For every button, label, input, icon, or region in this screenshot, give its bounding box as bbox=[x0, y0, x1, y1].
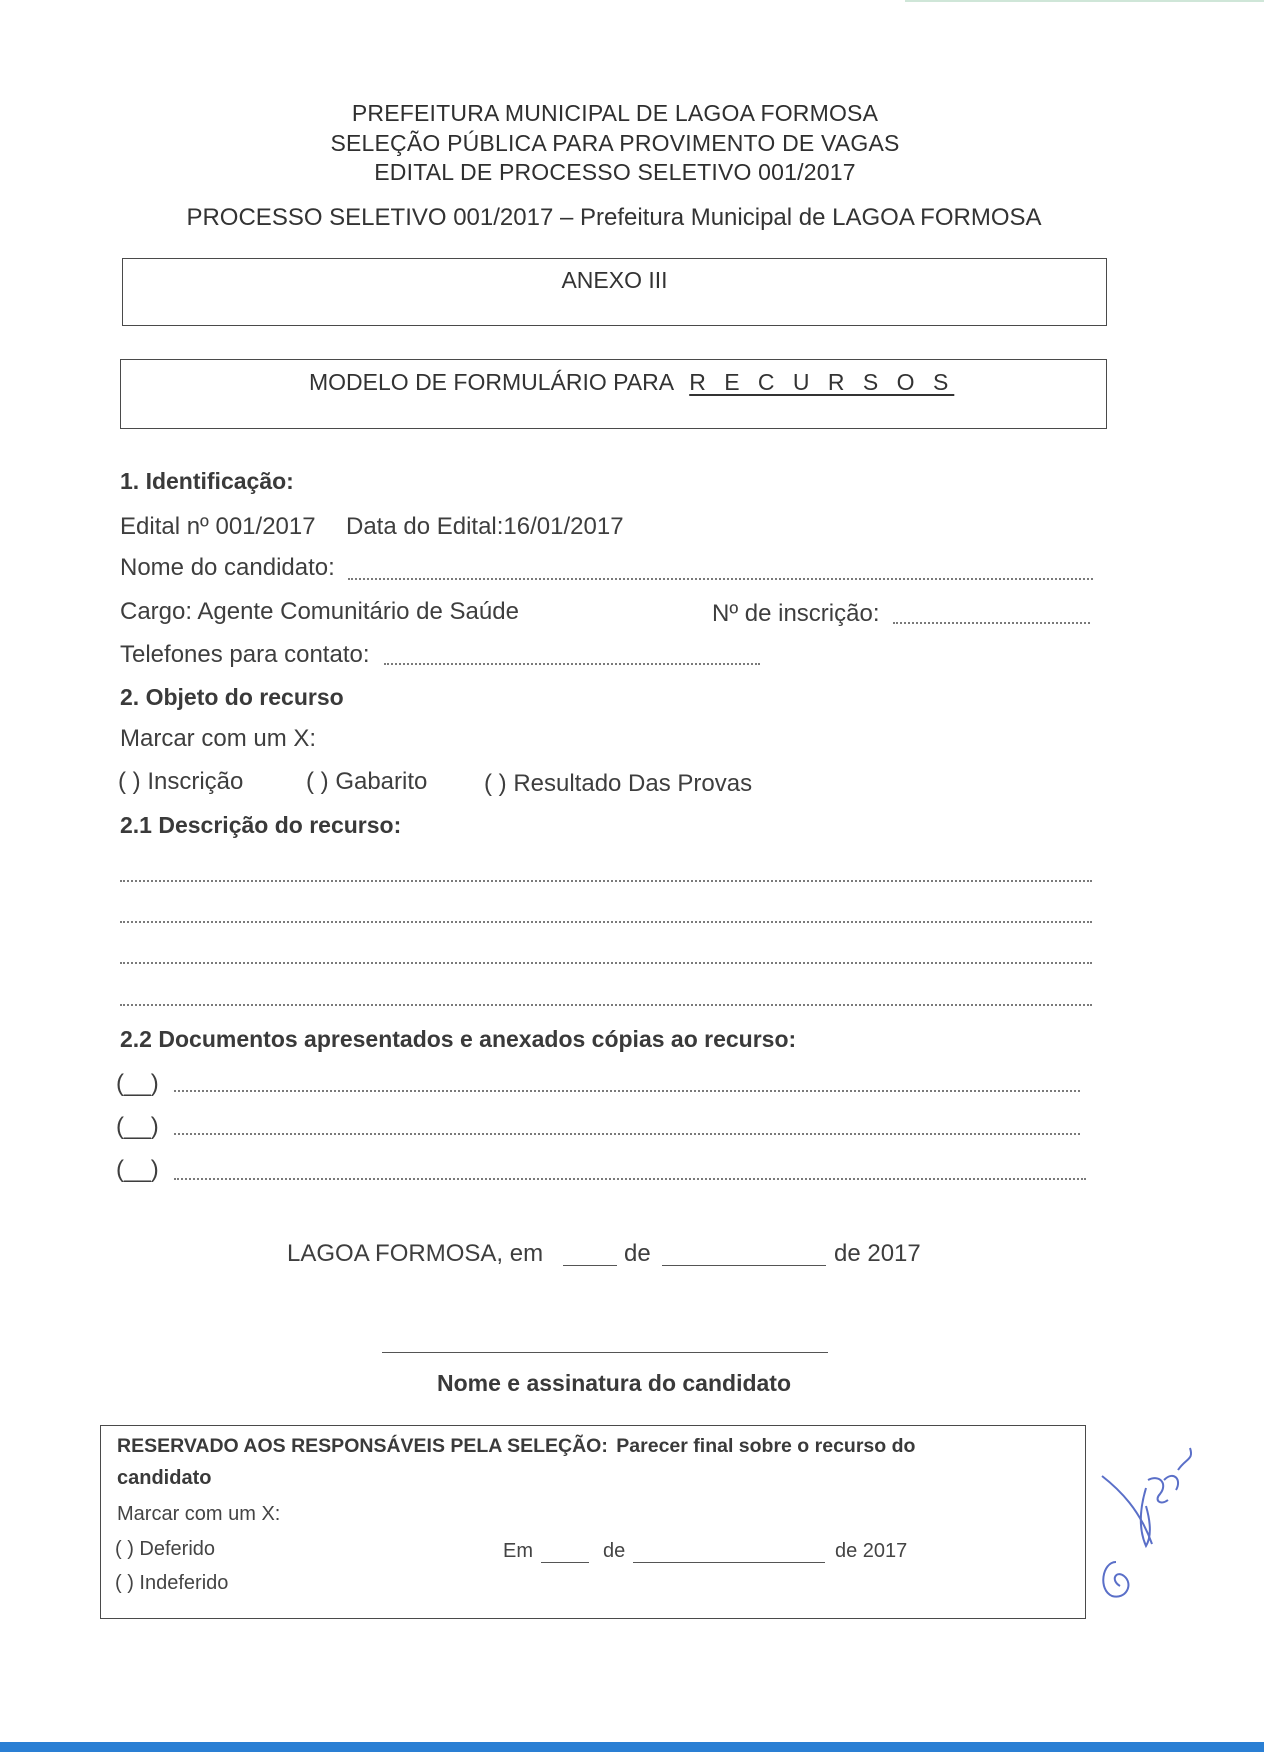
handwritten-initials-icon bbox=[1090, 1440, 1200, 1620]
reserved-box bbox=[100, 1425, 1086, 1619]
signature-label: Nome e assinatura do candidato bbox=[436, 1370, 792, 1396]
reserved-de: de bbox=[603, 1540, 626, 1562]
edital-date: Data do Edital:16/01/2017 bbox=[346, 513, 624, 540]
option-gabarito[interactable]: ( ) Gabarito bbox=[306, 768, 428, 795]
model-title-word: R E C U R S O S bbox=[689, 369, 955, 395]
candidate-name-label: Nome do candidato: bbox=[120, 554, 335, 581]
description-line-3[interactable] bbox=[120, 962, 1092, 964]
option-indeferido[interactable]: ( ) Indeferido bbox=[115, 1572, 229, 1594]
annex-title: ANEXO III bbox=[561, 267, 668, 293]
header-line-2: SELEÇÃO PÚBLICA PARA PROVIMENTO DE VAGAS bbox=[330, 130, 900, 156]
header-line-3: EDITAL DE PROCESSO SELETIVO 001/2017 bbox=[374, 159, 856, 185]
inscricao-field[interactable] bbox=[893, 622, 1090, 624]
scan-edge-mark bbox=[905, 0, 1264, 2]
object-heading: 2. Objeto do recurso bbox=[120, 684, 344, 710]
identification-heading: 1. Identificação: bbox=[120, 468, 294, 494]
reserved-em: Em bbox=[503, 1540, 533, 1562]
reserved-instruction: Marcar com um X: bbox=[117, 1503, 281, 1525]
reserved-title bbox=[117, 1435, 915, 1458]
scan-bottom-edge bbox=[0, 1742, 1264, 1752]
edital-number: Edital nº 001/2017 bbox=[120, 513, 316, 540]
reserved-title-line-2: candidato bbox=[117, 1467, 212, 1489]
option-inscricao[interactable]: ( ) Inscrição bbox=[118, 768, 244, 795]
document-line-3[interactable] bbox=[174, 1178, 1086, 1180]
header-line-1: PREFEITURA MUNICIPAL DE LAGOA FORMOSA bbox=[351, 100, 879, 126]
object-instruction: Marcar com um X: bbox=[120, 725, 317, 752]
place-de: de bbox=[624, 1240, 651, 1267]
signature-line[interactable] bbox=[382, 1352, 828, 1353]
description-line-2[interactable] bbox=[120, 921, 1092, 923]
phone-label: Telefones para contato: bbox=[120, 641, 370, 668]
document-line-1[interactable] bbox=[174, 1090, 1080, 1092]
reserved-title-bold: RESERVADO AOS RESPONSÁVEIS PELA SELEÇÃO: bbox=[117, 1435, 608, 1457]
place-year: de 2017 bbox=[834, 1240, 921, 1267]
description-line-4[interactable] bbox=[120, 1004, 1092, 1006]
reserved-year: de 2017 bbox=[835, 1540, 908, 1562]
annex-box bbox=[122, 258, 1107, 326]
document-mark-2[interactable]: (__) bbox=[116, 1113, 159, 1140]
document-mark-3[interactable]: (__) bbox=[116, 1156, 159, 1183]
day-field[interactable] bbox=[563, 1265, 617, 1266]
reserved-month-field[interactable] bbox=[633, 1562, 825, 1563]
description-line-1[interactable] bbox=[120, 880, 1092, 882]
process-line: PROCESSO SELETIVO 001/2017 – Prefeitura Municipal de LAGOA FORMOSA bbox=[186, 204, 1042, 231]
document-mark-1[interactable]: (__) bbox=[116, 1070, 159, 1097]
inscricao-label: Nº de inscrição: bbox=[712, 600, 880, 627]
phone-field[interactable] bbox=[384, 663, 760, 665]
model-title-prefix: MODELO DE FORMULÁRIO PARA bbox=[309, 369, 673, 395]
model-title bbox=[309, 369, 954, 396]
option-deferido[interactable]: ( ) Deferido bbox=[115, 1538, 216, 1560]
description-heading: 2.1 Descrição do recurso: bbox=[120, 812, 402, 838]
reserved-title-rest: Parecer final sobre o recurso do bbox=[616, 1435, 916, 1457]
month-field[interactable] bbox=[662, 1265, 826, 1266]
cargo-text: Cargo: Agente Comunitário de Saúde bbox=[120, 598, 519, 625]
documents-heading: 2.2 Documentos apresentados e anexados cópias ao recurso: bbox=[120, 1026, 797, 1052]
option-resultado[interactable]: ( ) Resultado Das Provas bbox=[484, 770, 753, 797]
place-city: LAGOA FORMOSA, em bbox=[287, 1240, 544, 1267]
model-box bbox=[120, 359, 1107, 429]
candidate-name-field[interactable] bbox=[348, 578, 1093, 580]
reserved-day-field[interactable] bbox=[541, 1562, 589, 1563]
document-line-2[interactable] bbox=[174, 1133, 1080, 1135]
